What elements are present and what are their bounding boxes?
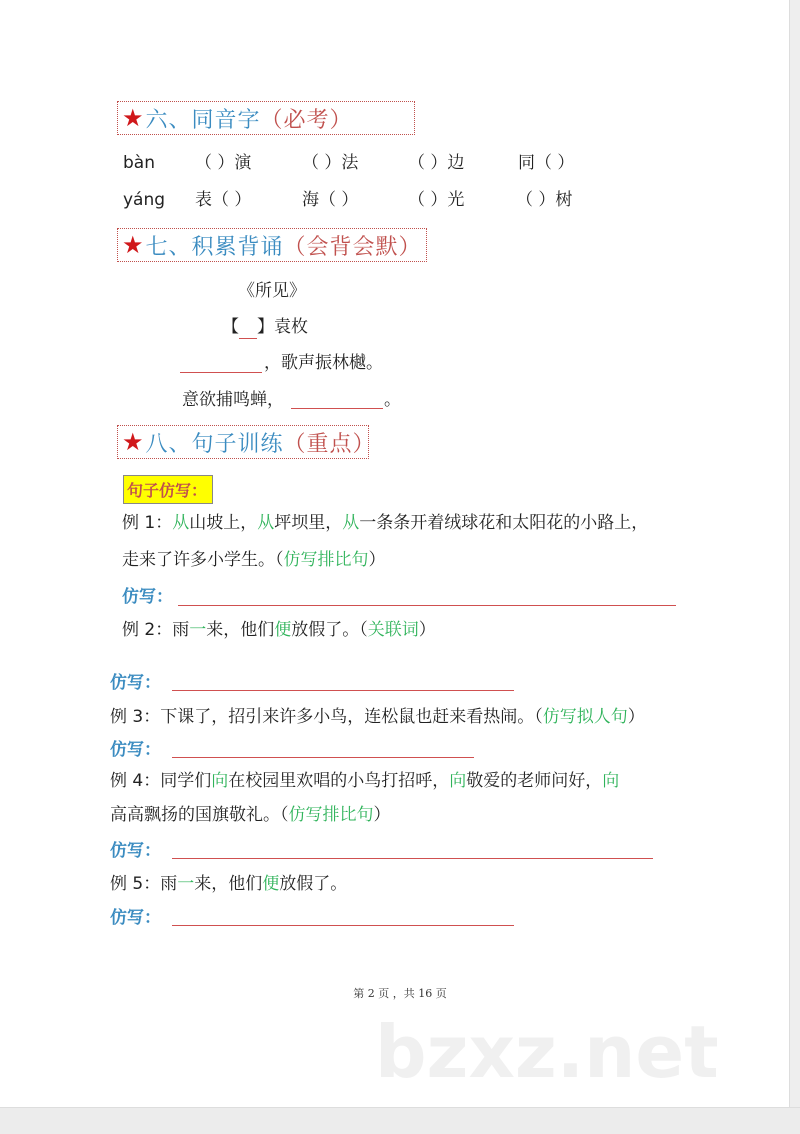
text-segment: 高高飘扬的国旗敬礼。（ [110,805,289,825]
section-8-heading [117,425,376,459]
text-segment: 在校园里欢唱的小鸟打招呼， [228,771,450,791]
pinyin: yáng [123,190,166,210]
section-title: 七、积累背诵 [145,234,284,260]
text-segment: ） [373,805,391,825]
section-title: 六、同音字 [145,107,261,133]
text-segment: 坪坝里， [274,513,343,533]
text-segment: 例 3：下课了，招引来许多小鸟，连松鼠也赶来看热闹。（ [110,707,543,727]
example-line [110,770,619,792]
imitate-label: 仿写： [110,908,161,928]
highlight-text: 关联词 [367,620,419,640]
page-footer: 第 2 页 ，共 16 页 [353,987,447,1000]
highlight-text: 仿写排比句 [288,805,374,825]
section-title: 八、句子训练 [145,431,284,457]
example-line [122,512,648,534]
watermark: bzxz.net [375,1010,719,1094]
viewer-bottom-bar [0,1107,800,1134]
example-line [122,619,436,641]
page-edge [789,0,800,1134]
blank-item: 表（ ） [195,190,252,210]
answer-line[interactable] [178,605,676,606]
highlight-text: 便 [262,874,280,894]
star-icon: ★ [122,104,144,132]
text-segment: 例 2：雨 [122,620,190,640]
text-segment: ） [368,550,386,570]
blank-item: （ ）树 [516,190,573,210]
blank-item: （ ）光 [408,190,465,210]
poem-line-1: ，歌声振林樾。 [264,353,383,373]
example-line [110,706,645,728]
text-segment: 来，他们 [206,620,275,640]
highlight-text: 向 [602,771,620,791]
text-segment: 例 1： [122,513,173,533]
text-segment: 山坡上， [189,513,258,533]
blank-item: 同（ ） [518,153,575,173]
highlight-text: 从 [257,513,275,533]
text-segment: 例 5：雨 [110,874,178,894]
blank-item: （ ）法 [302,153,359,173]
imitate-label: 仿写： [110,740,161,760]
imitate-label: 仿写： [110,673,161,693]
imitate-label: 仿写： [122,587,173,607]
section-note: （会背会默） [283,234,422,260]
imitate-label: 仿写： [110,841,161,861]
example-line [110,804,391,826]
example-line [122,549,386,571]
highlight-text: 从 [342,513,360,533]
poem-author [222,316,308,339]
poem-line-2: 意欲捕鸣蝉， [182,390,284,410]
text-segment: ） [627,707,645,727]
answer-line[interactable] [172,690,514,691]
answer-line[interactable] [172,757,474,758]
text-segment: ） [418,620,436,640]
section-note: （重点） [283,431,376,457]
blank-item: （ ）演 [195,153,252,173]
text-segment: 来，他们 [194,874,263,894]
author-name: 】袁枚 [257,317,308,337]
poem-blank-1 [180,372,262,373]
text-segment: 例 4：同学们 [110,771,212,791]
highlight-text: 仿写排比句 [283,550,369,570]
text-segment: 一条条开着绒球花和太阳花的小路上， [359,513,649,533]
star-icon: ★ [122,428,144,456]
highlight-text: 仿写拟人句 [542,707,628,727]
star-icon: ★ [122,231,144,259]
section-7-heading [117,228,427,262]
highlight-text: 便 [274,620,292,640]
text-segment: 走来了许多小学生。（ [122,550,284,570]
poem-title: 《所见》 [238,281,306,301]
section-6-heading [117,101,415,135]
text-segment: 敬爱的老师问好， [466,771,603,791]
answer-line[interactable] [172,858,653,859]
section-note: （必考） [260,107,353,133]
example-line [110,873,347,895]
answer-line[interactable] [172,925,514,926]
highlight-text: 从 [172,513,190,533]
author-blank [239,316,257,339]
subheading-highlight: 句子仿写： [123,475,213,504]
poem-line-2-end: 。 [384,390,401,410]
author-bracket-open: 【 [222,317,239,337]
blank-item: （ ）边 [408,153,465,173]
highlight-text: 向 [211,771,229,791]
poem-blank-2 [291,408,383,409]
text-segment: 放假了。（ [291,620,368,640]
highlight-text: 向 [449,771,467,791]
blank-item: 海（ ） [302,190,359,210]
highlight-text: 一 [189,620,207,640]
pinyin: bàn [123,153,155,173]
text-segment: 放假了。 [279,874,348,894]
highlight-text: 一 [177,874,195,894]
